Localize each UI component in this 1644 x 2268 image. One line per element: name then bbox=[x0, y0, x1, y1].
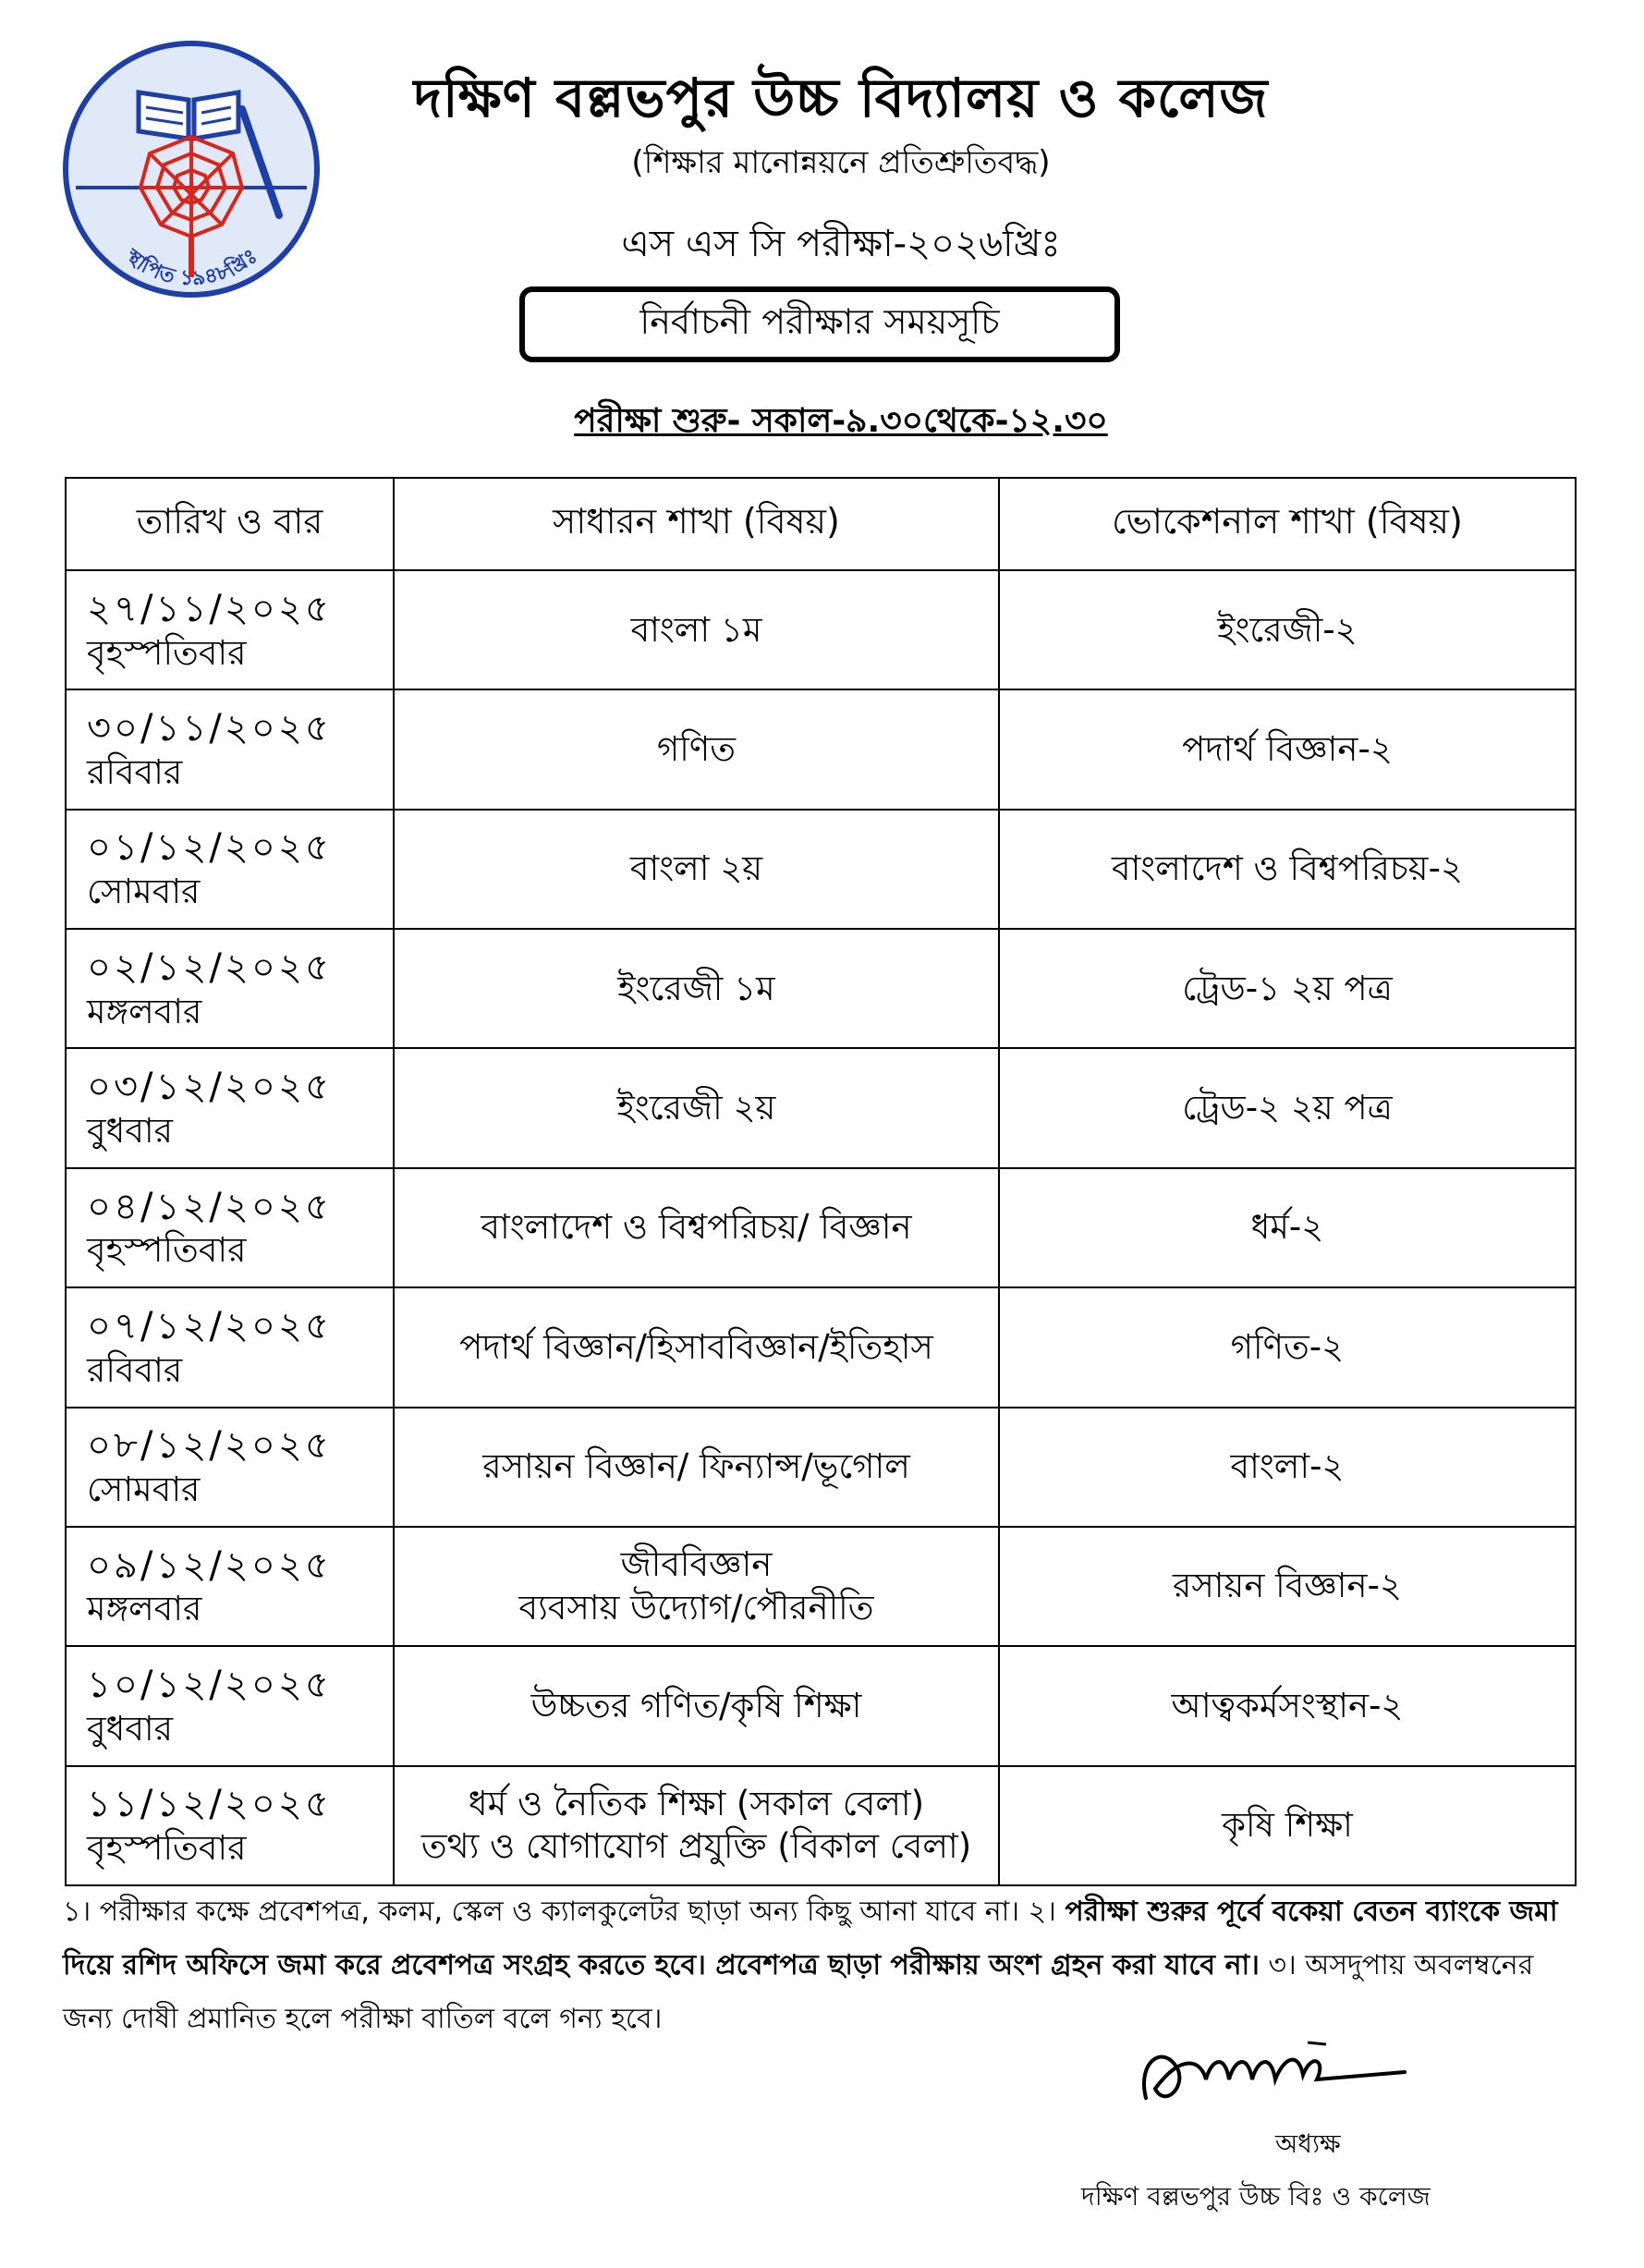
school-logo bbox=[57, 35, 325, 303]
table-row bbox=[66, 689, 1576, 809]
vocational-subject-cell: ধর্ম-২ bbox=[999, 1168, 1576, 1287]
table-row bbox=[66, 1287, 1576, 1407]
general-subject: উচ্চতর গণিত/কৃষি শিক্ষা bbox=[530, 1685, 862, 1725]
vocational-subject-cell: বাংলাদেশ ও বিশ্বপরিচয়-২ bbox=[999, 810, 1576, 929]
table-row bbox=[66, 1527, 1576, 1646]
exam-day: মঙ্গলবার bbox=[87, 991, 202, 1031]
exam-time: পরীক্ষা শুরু- সকাল-৯.৩০থেকে-১২.৩০ bbox=[574, 402, 1108, 440]
signatory-school: দক্ষিণ বল্লভপুর উচ্চ বিঃ ও কলেজ bbox=[1081, 2181, 1431, 2212]
date-cell bbox=[66, 689, 394, 809]
exam-date: ২৭/১১/২০২৫ bbox=[87, 587, 332, 630]
general-subject-cell bbox=[394, 689, 999, 809]
exam-date: ১১/১২/২০২৫ bbox=[87, 1783, 332, 1826]
general-subject-cell bbox=[394, 1168, 999, 1287]
date-cell bbox=[66, 1408, 394, 1527]
vocational-subject-cell: পদার্থ বিজ্ঞান-২ bbox=[999, 689, 1576, 809]
general-subject-cell bbox=[394, 1766, 999, 1885]
general-subject: গণিত bbox=[657, 728, 736, 769]
date-cell bbox=[66, 1766, 394, 1885]
date-cell bbox=[66, 1287, 394, 1407]
school-name: দক্ষিণ বল্লভপুর উচ্চ বিদ্যালয় ও কলেজ bbox=[413, 67, 1269, 129]
general-subject: ব্যবসায় উদ্যোগ/পৌরনীতি bbox=[518, 1587, 874, 1628]
exam-date: ১০/১২/২০২৫ bbox=[87, 1663, 332, 1706]
general-subject: বাংলা ১ম bbox=[630, 609, 762, 650]
table-row bbox=[66, 1646, 1576, 1765]
exam-date: ০৩/১২/২০২৫ bbox=[87, 1066, 332, 1109]
general-subject-cell bbox=[394, 1048, 999, 1167]
exam-day: মঙ্গলবার bbox=[87, 1589, 202, 1629]
general-subject: ইংরেজী ২য় bbox=[616, 1087, 776, 1128]
school-motto: (শিক্ষার মানোন্নয়নে প্রতিশ্রুতিবদ্ধ) bbox=[631, 144, 1051, 181]
general-subject: ধর্ম ও নৈতিক শিক্ষা (সকাল বেলা) bbox=[468, 1784, 925, 1824]
exam-day: বৃহস্পতিবার bbox=[87, 632, 247, 673]
book-icon bbox=[139, 92, 238, 139]
exam-day: সোমবার bbox=[87, 1469, 201, 1510]
general-subject: বাংলা ২য় bbox=[629, 848, 763, 889]
vocational-subject-cell: ট্রেড-১ ২য় পত্র bbox=[999, 929, 1576, 1048]
principal-signature bbox=[1127, 2024, 1423, 2126]
table-row bbox=[66, 929, 1576, 1048]
general-subject-cell bbox=[394, 810, 999, 929]
general-subject: বাংলাদেশ ও বিশ্বপরিচয়/ বিজ্ঞান bbox=[481, 1207, 912, 1248]
exam-date: ০৯/১২/২০২৫ bbox=[87, 1543, 332, 1587]
signatory-title: অধ্যক্ষ bbox=[1275, 2128, 1341, 2159]
exam-day: রবিবার bbox=[87, 1349, 183, 1390]
exam-day: রবিবার bbox=[87, 751, 183, 792]
general-subject-cell bbox=[394, 1408, 999, 1527]
vocational-subject-cell: রসায়ন বিজ্ঞান-২ bbox=[999, 1527, 1576, 1646]
exam-day: বৃহস্পতিবার bbox=[87, 1230, 247, 1271]
column-header-date: তারিখ ও বার bbox=[66, 478, 394, 570]
column-header-vocational: ভোকেশনাল শাখা (বিষয়) bbox=[999, 478, 1576, 570]
general-subject: ইংরেজী ১ম bbox=[617, 968, 775, 1008]
note-part-3: ৩। অসদুপায় অবলম্বনের জন্য দোষী প্রমানিত হলে পরীক্ষা বাতিল বলে গন্য হবে। bbox=[63, 1949, 1534, 2035]
exam-date: ০৭/১২/২০২৫ bbox=[87, 1304, 332, 1347]
table-row bbox=[66, 1048, 1576, 1167]
exam-date: ০৪/১২/২০২৫ bbox=[87, 1185, 332, 1228]
exam-day: বুধবার bbox=[87, 1110, 174, 1151]
date-cell bbox=[66, 929, 394, 1048]
exam-date: ০৮/১২/২০২৫ bbox=[87, 1424, 332, 1468]
exam-date: ০২/১২/২০২৫ bbox=[87, 945, 332, 989]
table-row bbox=[66, 1766, 1576, 1885]
vocational-subject-cell: গণিত-২ bbox=[999, 1287, 1576, 1407]
date-cell bbox=[66, 1168, 394, 1287]
exam-date: ৩০/১১/২০২৫ bbox=[87, 707, 332, 750]
schedule-table bbox=[65, 477, 1577, 1886]
exam-date: ০১/১২/২০২৫ bbox=[87, 826, 332, 870]
general-subject: পদার্থ বিজ্ঞান/হিসাববিজ্ঞান/ইতিহাস bbox=[459, 1326, 933, 1367]
exam-title: এস এস সি পরীক্ষা-২০২৬খ্রিঃ bbox=[621, 223, 1061, 265]
date-cell bbox=[66, 810, 394, 929]
vocational-subject-cell: ইংরেজী-২ bbox=[999, 570, 1576, 689]
exam-notes bbox=[63, 1885, 1588, 2046]
schedule-title: নির্বাচনী পরীক্ষার সময়সূচি bbox=[639, 301, 1000, 342]
column-header-general: সাধারন শাখা (বিষয়) bbox=[394, 478, 999, 570]
note-part-1: ১। পরীক্ষার কক্ষে প্রবেশপত্র, কলম, স্কেল ও ক্যালকুলেটর ছাড়া অন্য কিছু আনা যাবে না। ২। bbox=[63, 1896, 1066, 1928]
svg-text:স্থাপিত ১৯৪৮খ্রিঃ: স্থাপিত ১৯৪৮খ্রিঃ bbox=[121, 244, 262, 291]
vocational-subject-cell: বাংলা-২ bbox=[999, 1408, 1576, 1527]
exam-day: সোমবার bbox=[87, 872, 201, 912]
table-header-row bbox=[66, 478, 1576, 570]
general-subject: রসায়ন বিজ্ঞান/ ফিন্যান্স/ভূগোল bbox=[482, 1446, 910, 1487]
table-row bbox=[66, 810, 1576, 929]
general-subject-cell bbox=[394, 1287, 999, 1407]
date-cell bbox=[66, 570, 394, 689]
vocational-subject-cell: আত্বকর্মসংস্থান-২ bbox=[999, 1646, 1576, 1765]
general-subject-cell bbox=[394, 1527, 999, 1646]
general-subject: তথ্য ও যোগাযোগ প্রযুক্তি (বিকাল বেলা) bbox=[420, 1826, 972, 1867]
general-subject-cell bbox=[394, 1646, 999, 1765]
exam-day: বৃহস্পতিবার bbox=[87, 1828, 247, 1869]
schedule-title-box bbox=[519, 287, 1120, 362]
table-row bbox=[66, 1168, 1576, 1287]
general-subject: জীববিজ্ঞান bbox=[620, 1544, 773, 1585]
table-row bbox=[66, 570, 1576, 689]
vocational-subject-cell: ট্রেড-২ ২য় পত্র bbox=[999, 1048, 1576, 1167]
vocational-subject-cell: কৃষি শিক্ষা bbox=[999, 1766, 1576, 1885]
table-row bbox=[66, 1408, 1576, 1527]
date-cell bbox=[66, 1048, 394, 1167]
general-subject-cell bbox=[394, 570, 999, 689]
date-cell bbox=[66, 1646, 394, 1765]
date-cell bbox=[66, 1527, 394, 1646]
note-part-2: পরীক্ষা শুরুর পূর্বে বকেয়া বেতন ব্যাংকে জমা দিয়ে রশিদ অফিসে জমা করে প্রবেশপত্র সংগ্রহ করতে হবে। প্রবেশপত্র ছাড়া পরীক্ষায় অংশ গ্রহন করা যাবে না। bbox=[63, 1896, 1558, 1981]
exam-day: বুধবার bbox=[87, 1708, 174, 1749]
general-subject-cell bbox=[394, 929, 999, 1048]
